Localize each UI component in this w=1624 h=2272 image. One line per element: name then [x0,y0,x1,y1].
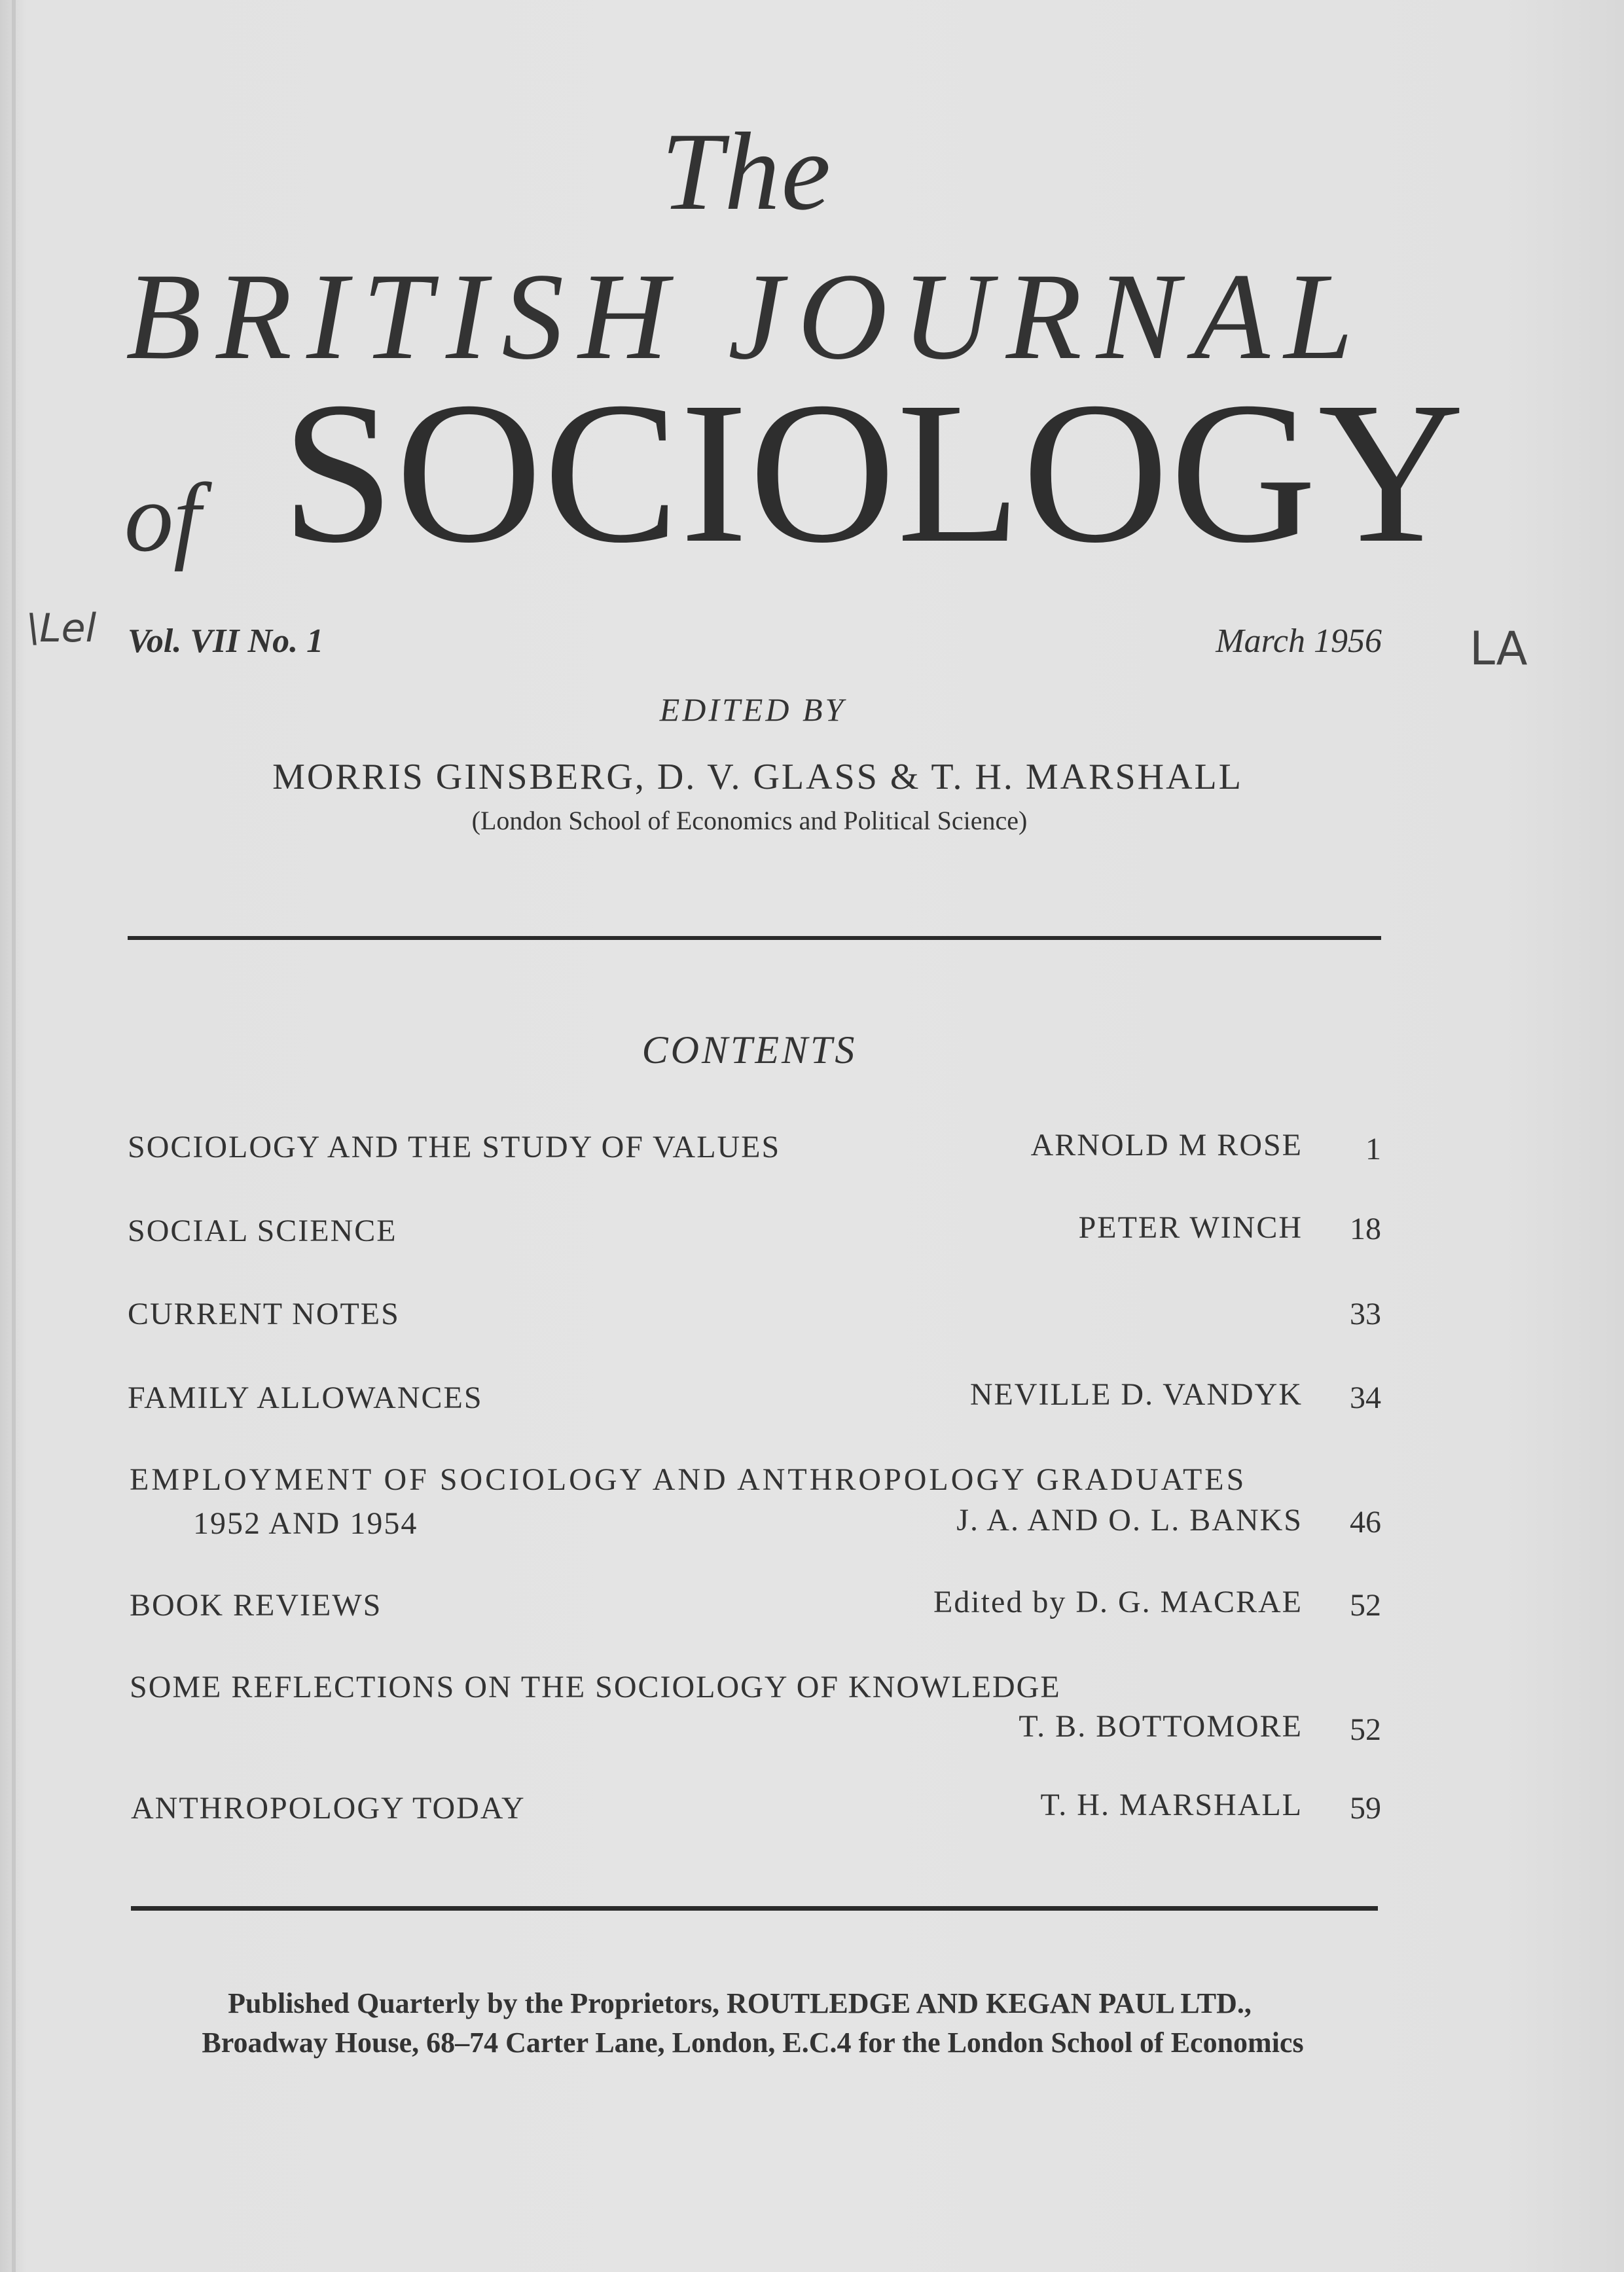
toc-author: PETER WINCH [1078,1210,1303,1245]
publisher-line: Published Quarterly by the Proprietors, ROUTLEDGE AND KEGAN PAUL LTD., [228,1987,1252,2019]
toc-title[interactable]: SOME REFLECTIONS ON THE SOCIOLOGY OF KNOWLEDGE [130,1670,1061,1704]
masthead-of: of [124,463,201,572]
toc-title[interactable]: FAMILY ALLOWANCES [128,1380,483,1415]
toc-author: J. A. AND O. L. BANKS [956,1503,1303,1538]
toc-title[interactable]: SOCIOLOGY AND THE STUDY OF VALUES [128,1130,781,1164]
toc-title[interactable]: EMPLOYMENT OF SOCIOLOGY AND ANTHROPOLOGY GRADUATES [130,1462,1247,1497]
masthead-british-journal: BRITISH JOURNAL [126,248,1368,386]
publisher-address: Broadway House, 68–74 Carter Lane, London, E.C.4 for the London School of Economics [202,2027,1304,2059]
issue-volume: Vol. VII No. 1 [128,622,324,660]
toc-author: T. B. BOTTOMORE [1019,1709,1303,1744]
divider-rule-top [128,936,1381,940]
page-edge-shadow [12,0,16,2272]
handwritten-annotation-left: \Lel [26,605,97,651]
contents-heading: CONTENTS [641,1028,857,1072]
toc-title[interactable]: CURRENT NOTES [128,1297,400,1331]
toc-page-number: 52 [1350,1588,1381,1623]
toc-author: Edited by D. G. MACRAE [933,1585,1303,1619]
toc-title[interactable]: ANTHROPOLOGY TODAY [131,1791,526,1826]
toc-page-number: 33 [1350,1297,1381,1331]
edited-by-label: EDITED BY [659,691,846,728]
masthead-the: The [661,110,832,233]
toc-page-number: 34 [1350,1380,1381,1415]
handwritten-annotation-right: LA [1470,622,1528,676]
toc-page-number: 46 [1350,1505,1381,1540]
editors-names: MORRIS GINSBERG, D. V. GLASS & T. H. MARSHALL [272,757,1243,797]
masthead-sociology: SOCIOLOGY [281,361,1466,585]
divider-rule-bottom [131,1906,1378,1911]
toc-page-number: 52 [1350,1712,1381,1747]
toc-title[interactable]: BOOK REVIEWS [130,1588,382,1623]
toc-title-continued: 1952 AND 1954 [193,1506,418,1541]
toc-author: ARNOLD M ROSE [1030,1128,1303,1163]
toc-author: NEVILLE D. VANDYK [969,1377,1303,1412]
toc-author: T. H. MARSHALL [1040,1788,1303,1822]
toc-page-number: 59 [1350,1791,1381,1826]
toc-page-number: 1 [1365,1132,1381,1166]
issue-date: March 1956 [1216,622,1382,660]
editors-affiliation: (London School of Economics and Political Science) [471,806,1028,835]
toc-page-number: 18 [1350,1212,1381,1246]
toc-title[interactable]: SOCIAL SCIENCE [128,1214,397,1248]
